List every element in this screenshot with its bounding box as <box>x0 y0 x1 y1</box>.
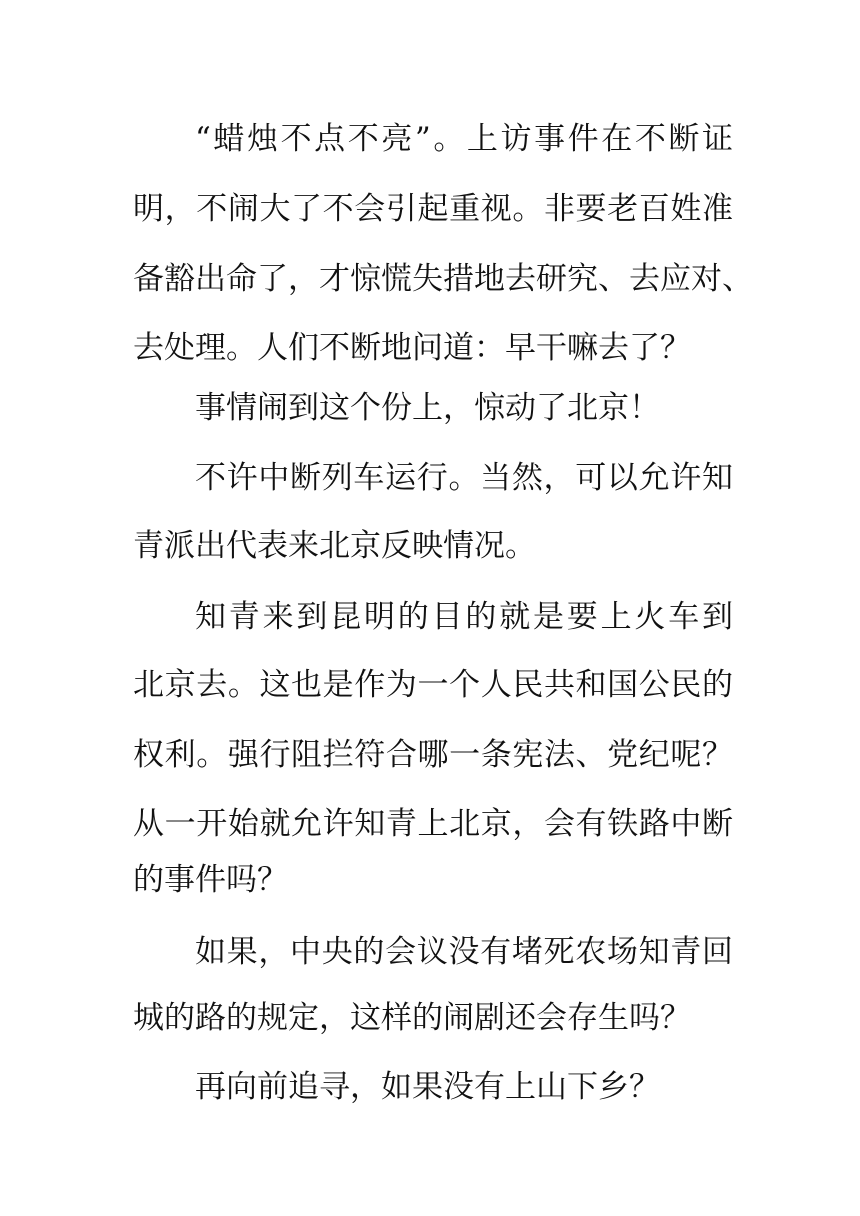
text-line: 如果，中央的会议没有堵死农场知青回 <box>195 934 733 970</box>
text-line: 再向前追寻，如果没有上山下乡？ <box>195 1069 660 1105</box>
text-line: 知青来到昆明的目的就是要上火车到 <box>195 599 733 635</box>
text-line: 青派出代表来北京反映情况。 <box>133 528 536 564</box>
text-line: 权利。强行阻拦符合哪一条宪法、党纪呢？ <box>133 737 733 773</box>
text-line: 明，不闹大了不会引起重视。非要老百姓准 <box>133 191 733 227</box>
text-line: 事情闹到这个份上，惊动了北京！ <box>195 390 660 426</box>
text-line: 北京去。这也是作为一个人民共和国公民的 <box>133 667 733 703</box>
text-line: 去处理。人们不断地问道：早干嘛去了？ <box>133 330 691 366</box>
text-line: 的事件吗？ <box>133 862 288 898</box>
text-line: 从一开始就允许知青上北京，会有铁路中断 <box>133 806 733 842</box>
text-line: 不许中断列车运行。当然，可以允许知 <box>195 460 733 496</box>
text-line: 备豁出命了，才惊慌失措地去研究、去应对、 <box>133 261 753 297</box>
text-line: 城的路的规定，这样的闹剧还会存生吗？ <box>133 1000 691 1036</box>
text-line: “蜡烛不点不亮”。上访事件在不断证 <box>195 121 733 157</box>
